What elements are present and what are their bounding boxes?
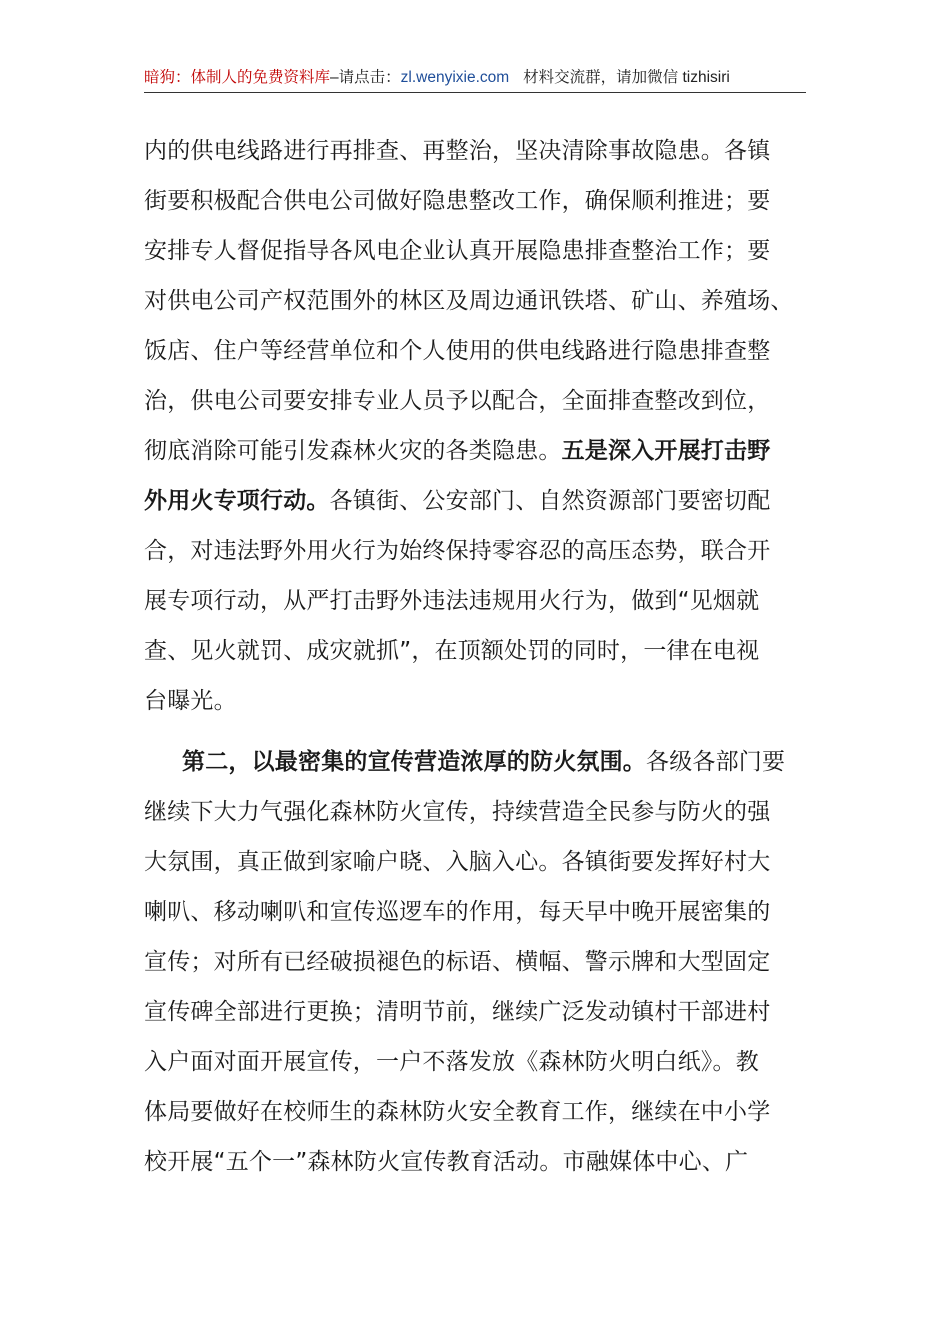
bold-heading-run: 五是深入开展打击野 bbox=[561, 438, 771, 464]
paragraph-2 bbox=[144, 737, 809, 1187]
text-line: 喇叭、移动喇叭和宣传巡逻车的作用，每天早中晚开展密集的 bbox=[144, 899, 771, 925]
header-brand: 暗狗：体制人的免费资料库 bbox=[144, 69, 331, 86]
text-line: 大氛围，真正做到家喻户晓、入脑入心。各镇街要发挥好村大 bbox=[144, 849, 771, 875]
text-line bbox=[144, 476, 809, 526]
header-url-link[interactable]: zl.wenyixie.com bbox=[400, 69, 510, 86]
header-contact: 材料交流群，请加微信 tizhisiri bbox=[523, 69, 730, 86]
text-line: 查、见火就罚、成灾就抓”，在顶额处罚的同时，一律在电视 bbox=[144, 638, 760, 664]
page-header bbox=[144, 64, 806, 93]
text-run: 彻底消除可能引发森林火灾的各类隐患。 bbox=[144, 438, 562, 464]
text-run: 各级各部门要 bbox=[646, 749, 786, 775]
text-line: 校开展“五个一”森林防火宣传教育活动。市融媒体中心、广 bbox=[144, 1149, 749, 1175]
text-line: 饭店、住户等经营单位和个人使用的供电线路进行隐患排查整 bbox=[144, 338, 771, 364]
text-line: 入户面对面开展宣传，一户不落发放《森林防火明白纸》。教 bbox=[144, 1049, 759, 1075]
text-line: 合，对违法野外用火行为始终保持零容忍的高压态势，联合开 bbox=[144, 538, 771, 564]
header-click-prompt: –请点击： bbox=[330, 69, 401, 86]
text-line: 内的供电线路进行再排查、再整治，坚决清除事故隐患。各镇 bbox=[144, 138, 771, 164]
text-line: 继续下大力气强化森林防火宣传，持续营造全民参与防火的强 bbox=[144, 799, 771, 825]
text-line: 治，供电公司要安排专业人员予以配合，全面排查整改到位， bbox=[144, 388, 771, 414]
paragraph-1 bbox=[144, 126, 809, 726]
text-line bbox=[144, 737, 809, 787]
text-line: 展专项行动，从严打击野外违法违规用火行为，做到“见烟就 bbox=[144, 588, 760, 614]
text-line bbox=[144, 426, 809, 476]
bold-heading-run: 外用火专项行动。 bbox=[144, 488, 330, 514]
text-run: 各镇街、公安部门、自然资源部门要密切配 bbox=[329, 488, 771, 514]
text-line: 体局要做好在校师生的森林防火安全教育工作，继续在中小学 bbox=[144, 1099, 771, 1125]
text-line: 安排专人督促指导各风电企业认真开展隐患排查整治工作；要 bbox=[144, 238, 771, 264]
document-body bbox=[144, 126, 809, 1187]
text-line: 宣传；对所有已经破损褪色的标语、横幅、警示牌和大型固定 bbox=[144, 949, 771, 975]
section-heading: 第二，以最密集的宣传营造浓厚的防火氛围。 bbox=[182, 749, 646, 775]
text-line: 街要积极配合供电公司做好隐患整改工作，确保顺利推进；要 bbox=[144, 188, 771, 214]
text-line: 对供电公司产权范围外的林区及周边通讯铁塔、矿山、养殖场、 bbox=[144, 288, 794, 314]
text-line: 台曝光。 bbox=[144, 688, 237, 714]
text-line: 宣传碑全部进行更换；清明节前，继续广泛发动镇村干部进村 bbox=[144, 999, 771, 1025]
